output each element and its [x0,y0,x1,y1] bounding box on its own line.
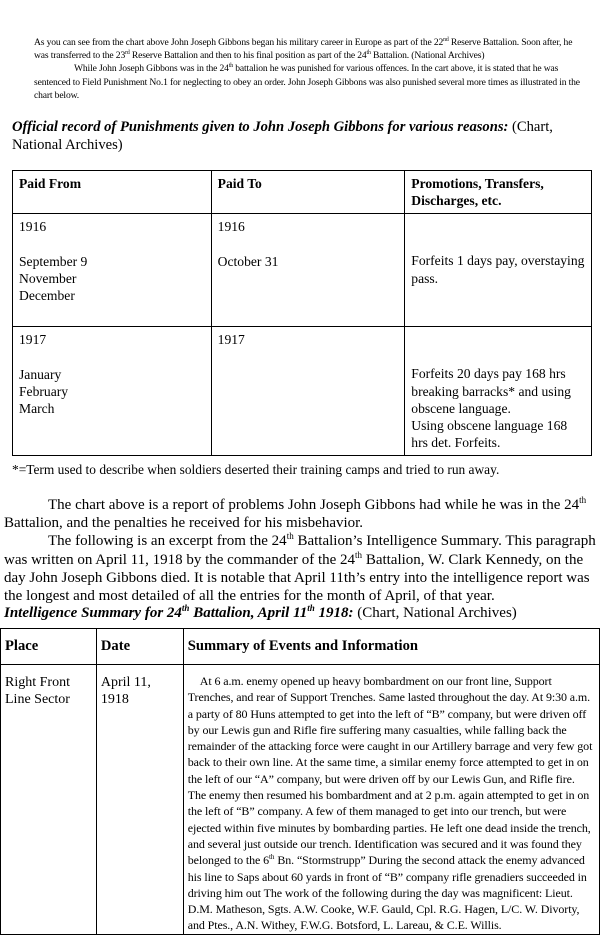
paid-to-cell: 1917 [211,327,405,456]
notes-cell: Forfeits 20 days pay 168 hrs breaking barracks* and using obscene language. Using obscene language 168 hrs det. Forfeits. [405,327,592,456]
notes-cell: Forfeits 1 days pay, overstaying pass. [405,214,592,327]
footnote: *=Term used to describe when soldiers deserted their training camps and tried to run away. [12,462,500,477]
paid-from-cell: 1916 September 9 November December [13,214,212,327]
body-paragraph-1: The chart above is a report of problems John Joseph Gibbons had while he was in the 24th Battalion, and the penalties he received for his misbehavior. [4,495,587,532]
column-header: Promotions, Transfers, Discharges, etc. [405,171,592,214]
table-header-row [1,629,600,665]
table-row [13,327,592,456]
column-header: Date [96,629,183,665]
column-header: Paid From [13,171,212,214]
table-row [1,665,600,935]
table-row [13,214,592,327]
intel-caption: Intelligence Summary for 24th Battalion, April 11th 1918: (Chart, National Archives) [4,603,517,621]
punishments-caption: Official record of Punishments given to John Joseph Gibbons for various reasons: (Chart, National Archives) [12,119,553,153]
punishments-table [12,170,592,456]
body-paragraph-2: The following is an excerpt from the 24th Battalion’s Intelligence Summary. This paragraph was written on April 11, 1918 by the commander of the 24th Battalion, W. Clark Kennedy, on the day John Joseph Gibbons died. It is notable that April 11th’s entry into the intelligence report was the longest and most detailed of all the entries for the month of April, of that year. [4,531,596,605]
body-text [4,496,596,605]
intro-paragraph-1: As you can see from the chart above John Joseph Gibbons began his military career in Europe as part of the 22nd Reserve Battalion. Soon after, he was transferred to the 23rd Reserve Battalion and then to his final position as part of the 24th Battalion. (National Archives) [34,36,573,62]
summary-cell: At 6 a.m. enemy opened up heavy bombardment on our front line, Support Trenches, and rear of Support Trenches. Same lasted throughout the day. At 9:30 a.m. a party of 80 Huns attempted to get into the left of “B” company, but were driven off by our Lewis gun and Rifle fire suffering many casualties, while falling back the remainder of the attacking force were caught in our Artillery barrage and very few got back to their own line. At the same time, a similar enemy force attempted to get in on the left of our “A” company, but were driven off by our Lewis Gun, and Rifle fire. The enemy then resumed his bombardment and at 2 p.m. again attempted to get in on the left of “B” company. A few of them managed to get into our trench, but were ejected within five minutes by bombarding parties. He left one dead inside the trench, and several just outside our trench. Identification was secured and it was found they belonged to the 6th Bn. “Stormstrupp” During the second attack the enemy advanced his line to Saps about 60 yards in front of “B” company rifle grenadiers succeeded in driving him out The work of the following during the day was magnificent: Lieut. D.M. Matheson, Sgts. A.W. Cooke, W.F. Gauld, Cpl. R.G. Hagen, L/C. W. Divorty, and Ptes., A.N. Withey, F.W.G. Botsford, L. Lareau, & C.E. Willis. [183,665,599,935]
paid-to-cell: 1916 October 31 [211,214,405,327]
intro-paragraph-2: While John Joseph Gibbons was in the 24th battalion he was punished for various offences. In the cart above, it is stated that he was sentenced to Field Punishment No.1 for neglecting to obey an order. John Joseph Gibbons was also punished several more times as illustrated in the chart below. [34,63,580,101]
paid-from-cell: 1917 January February March [13,327,212,456]
column-header: Summary of Events and Information [183,629,599,665]
intel-table [0,628,600,935]
table-header-row [13,171,592,214]
column-header: Paid To [211,171,405,214]
column-header: Place [1,629,97,665]
date-cell: April 11, 1918 [96,665,183,935]
intro-text [34,36,582,102]
place-cell: Right Front Line Sector [1,665,97,935]
